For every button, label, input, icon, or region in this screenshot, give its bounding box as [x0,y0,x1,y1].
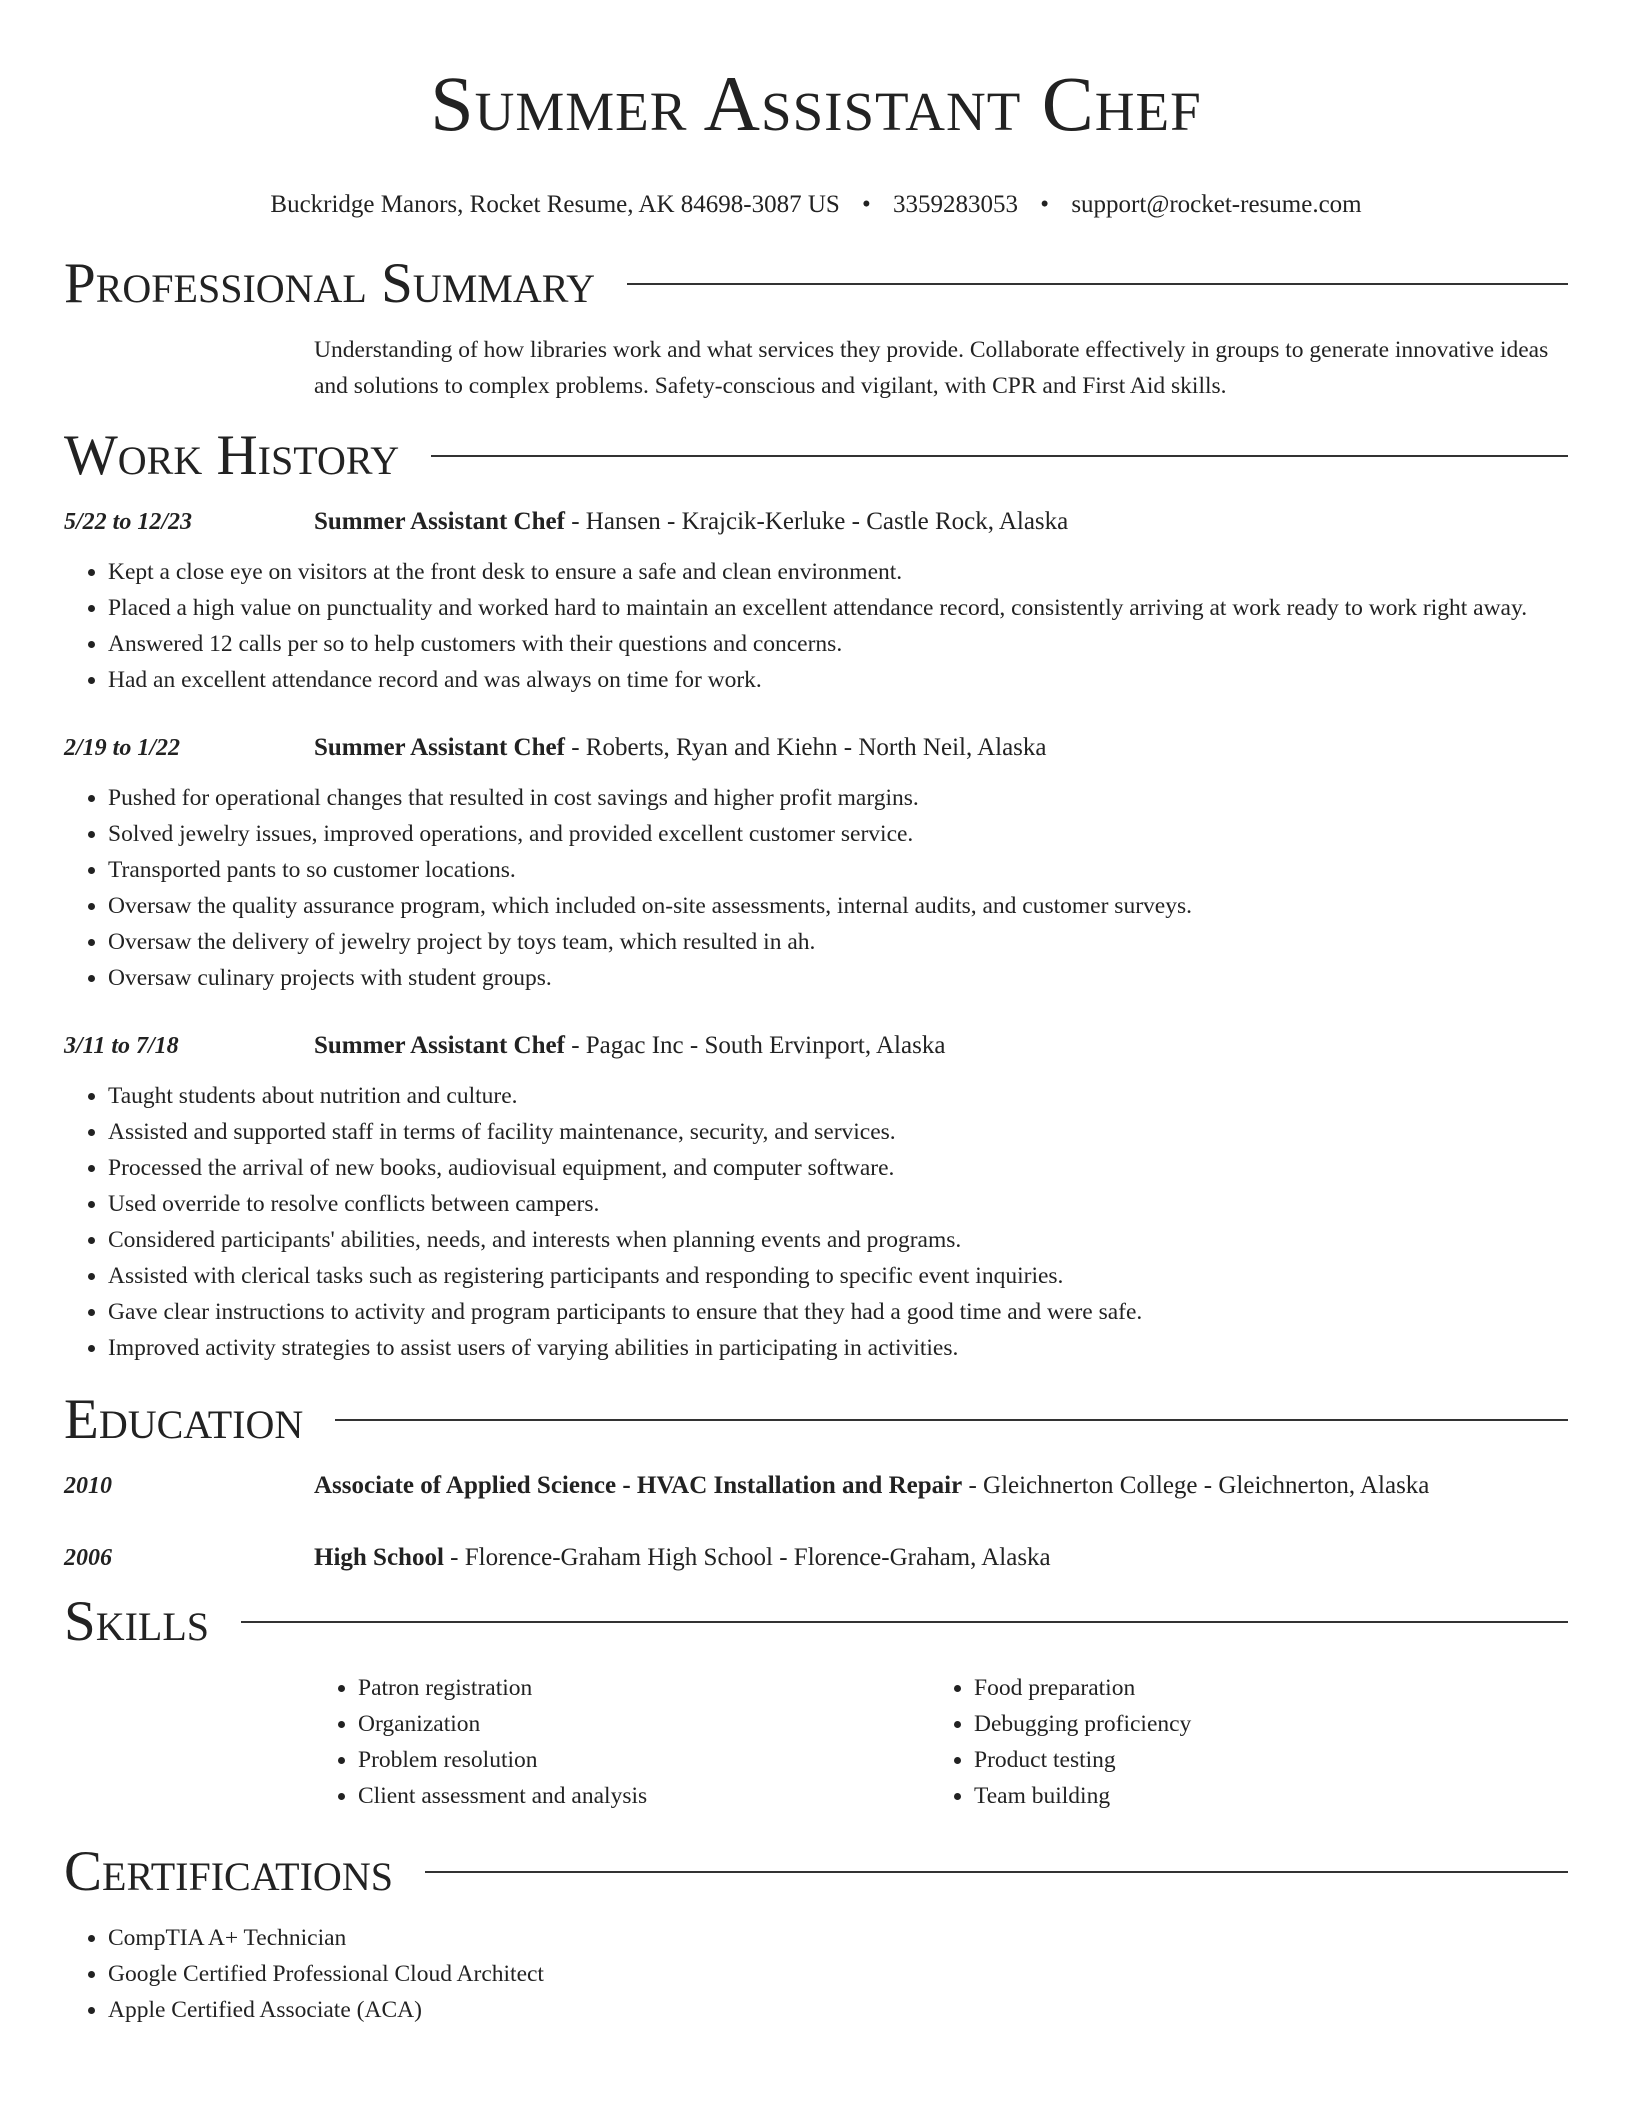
contact-separator: • [862,191,871,218]
section-header [64,1388,1568,1452]
list-item: • Assisted and supported staff in terms of facility maintenance, security, and services. [108,1114,1568,1150]
certification-item: • CompTIA A+ Technician [108,1920,1568,1956]
skill-item: • Food preparation [974,1670,1191,1706]
list-item: • Had an excellent attendance record and was always on time for work. [108,662,1568,698]
skill-item: • Debugging proficiency [974,1706,1191,1742]
list-item: • Assisted with clerical tasks such as registering participants and responding to specific event inquiries. [108,1258,1568,1294]
skill-item: • Problem resolution [358,1742,930,1778]
education-details: - Florence-Graham High School - Florence-Graham, Alaska [443,1544,1051,1571]
education-year: 2010 [64,1473,112,1499]
contact-phone: 3359283053 [893,191,1019,218]
list-item: • Oversaw the quality assurance program, which included on-site assessments, internal audits, and customer surveys. [108,888,1568,924]
list-item: • Improved activity strategies to assist users of varying abilities in participating in activities. [108,1330,1568,1366]
contact-email: support@rocket-resume.com [1071,191,1362,218]
education-line [314,1540,1568,1576]
education-degree: Associate of Applied Science - HVAC Installation and Repair [314,1472,963,1499]
resume-header [0,0,1632,220]
section-header [64,1590,1568,1654]
section-header [64,1840,1568,1904]
job-bullets [64,1078,1568,1366]
list-item: • Processed the arrival of new books, audiovisual equipment, and computer software. [108,1150,1568,1186]
section-divider [627,283,1568,285]
list-item: • Oversaw culinary projects with student groups. [108,960,1568,996]
job-dates: 2/19 to 1/22 [64,735,181,761]
list-item: • Oversaw the delivery of jewelry project by toys team, which resulted in ah. [108,924,1568,960]
education-degree: High School [314,1544,444,1571]
job-title-line [314,730,1568,766]
skills-left-column [314,1670,930,1814]
education-year: 2006 [64,1545,112,1571]
job-dates: 3/11 to 7/18 [64,1033,179,1059]
skill-item: • Organization [358,1706,930,1742]
section-title-certifications: Certifications [64,1840,393,1903]
job-entry [64,504,1568,698]
contact-address: Buckridge Manors, Rocket Resume, AK 84698-3087 US [270,191,840,218]
section-divider [425,1871,1568,1873]
job-bullets [64,554,1568,698]
list-item: • Pushed for operational changes that resulted in cost savings and higher profit margins. [108,780,1568,816]
certification-item: • Apple Certified Associate (ACA) [108,1992,1568,2028]
list-item: • Gave clear instructions to activity and program participants to ensure that they had a good time and were safe. [108,1294,1568,1330]
job-title-line [314,504,1568,540]
section-title-work: Work History [64,424,400,487]
job-role: Summer Assistant Chef [314,508,565,535]
job-bullets [64,780,1568,996]
list-item: • Transported pants to so customer locations. [108,852,1568,888]
list-item: • Solved jewelry issues, improved operations, and provided excellent customer service. [108,816,1568,852]
job-dates: 5/22 to 12/23 [64,509,193,535]
section-header [64,252,1568,316]
list-item: • Considered participants' abilities, needs, and interests when planning events and programs. [108,1222,1568,1258]
summary-section [64,252,1568,404]
education-entry [64,1468,1568,1504]
education-entry [64,1540,1568,1576]
list-item: • Taught students about nutrition and culture. [108,1078,1568,1114]
skills-grid [314,1670,1568,1814]
section-title-education: Education [64,1388,304,1451]
job-title-line [314,1028,1568,1064]
job-role: Summer Assistant Chef [314,734,565,761]
list-item: • Answered 12 calls per so to help customers with their questions and concerns. [108,626,1568,662]
work-history-section [64,424,1568,1366]
section-title-summary: Professional Summary [64,252,596,315]
job-role: Summer Assistant Chef [314,1032,565,1059]
certification-list [64,1920,1568,2028]
list-item: • Placed a high value on punctuality and worked hard to maintain an excellent attendance record, consistently arriving at work ready to work right away. [108,590,1568,626]
candidate-name: Summer Assistant Chef [430,60,1202,147]
skill-item: • Client assessment and analysis [358,1778,930,1814]
summary-text: Understanding of how libraries work and what services they provide. Collaborate effectively in groups to generate innovative ideas and solutions to complex problems. Safety-conscious and vigilant, with CPR and First Aid skills. [314,337,1549,399]
section-header [64,424,1568,488]
skills-right-column [930,1670,1191,1814]
section-title-skills: Skills [64,1590,210,1653]
job-details: - Pagac Inc - South Ervinport, Alaska [564,1032,946,1059]
job-details: - Roberts, Ryan and Kiehn - North Neil, Alaska [564,734,1047,761]
education-line [314,1468,1568,1504]
certifications-section [64,1840,1568,2028]
education-details: - Gleichnerton College - Gleichnerton, Alaska [962,1472,1430,1499]
education-section [64,1388,1568,1576]
section-divider [335,1419,1568,1421]
job-entry [64,1028,1568,1366]
job-details: - Hansen - Krajcik-Kerluke - Castle Rock, Alaska [564,508,1069,535]
list-item: • Used override to resolve conflicts between campers. [108,1186,1568,1222]
skill-item: • Product testing [974,1742,1191,1778]
section-divider [241,1621,1568,1623]
section-divider [431,455,1568,457]
skills-section [64,1590,1568,1814]
skill-item: • Team building [974,1778,1191,1814]
contact-line [0,190,1632,220]
job-entry [64,730,1568,996]
skill-item: • Patron registration [358,1670,930,1706]
list-item: • Kept a close eye on visitors at the front desk to ensure a safe and clean environment. [108,554,1568,590]
contact-separator: • [1040,191,1050,218]
certification-item: • Google Certified Professional Cloud Architect [108,1956,1568,1992]
